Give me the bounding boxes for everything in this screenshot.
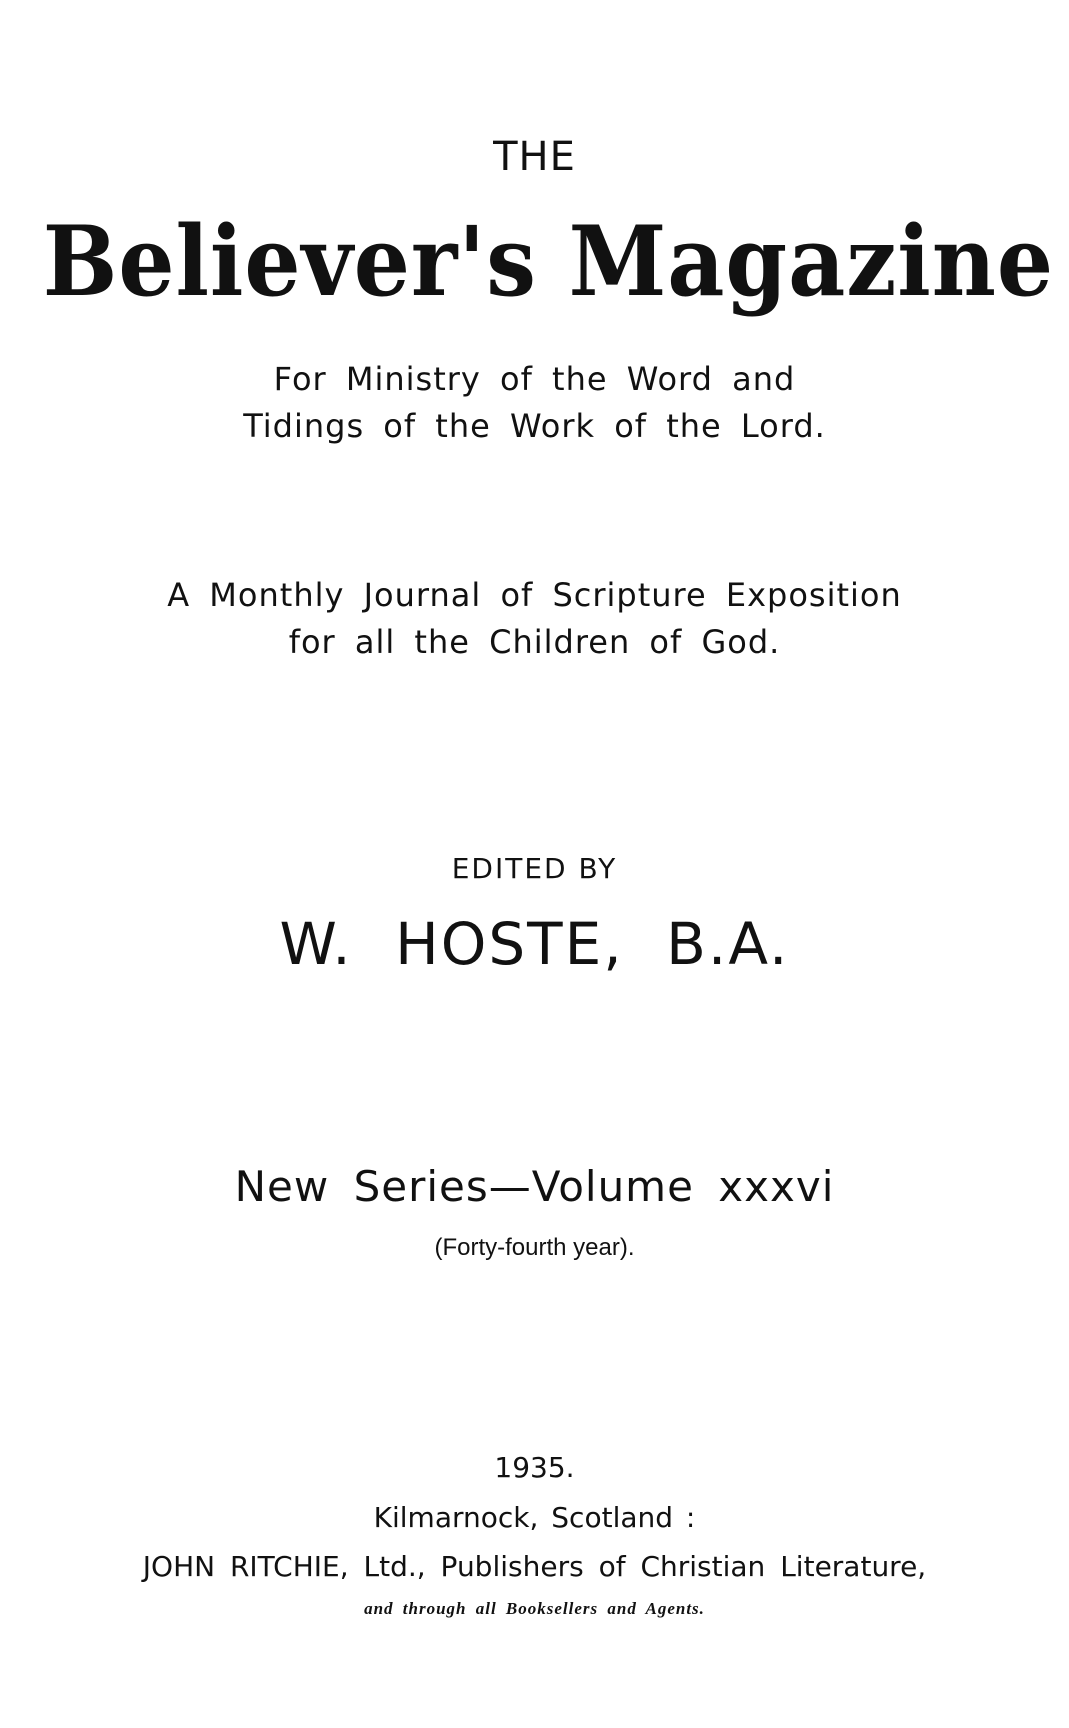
publication-place: Kilmarnock, Scotland : xyxy=(373,1501,696,1534)
publication-year: 1935. xyxy=(494,1451,575,1484)
editor-name: W. HOSTE, B.A. xyxy=(279,910,790,978)
volume-series: New Series—Volume xxxvi xyxy=(234,1162,835,1211)
journal-description-line-2: for all the Children of God. xyxy=(288,623,781,661)
journal-description-line-1: A Monthly Journal of Scripture Exposition xyxy=(167,576,902,614)
distribution-note: and through all Booksellers and Agents. xyxy=(364,1599,705,1618)
subtitle-line-1: For Ministry of the Word and xyxy=(273,360,796,398)
edited-by-label: EDITED BY xyxy=(451,852,618,885)
volume-year-note: (Forty-fourth year). xyxy=(434,1234,635,1261)
title-prefix: THE xyxy=(493,134,576,180)
publisher-line: JOHN RITCHIE, Ltd., Publishers of Christian Literature, xyxy=(142,1550,927,1583)
magazine-title: Believer's Magazine xyxy=(42,205,1055,318)
subtitle-line-2: Tidings of the Work of the Lord. xyxy=(243,407,826,445)
